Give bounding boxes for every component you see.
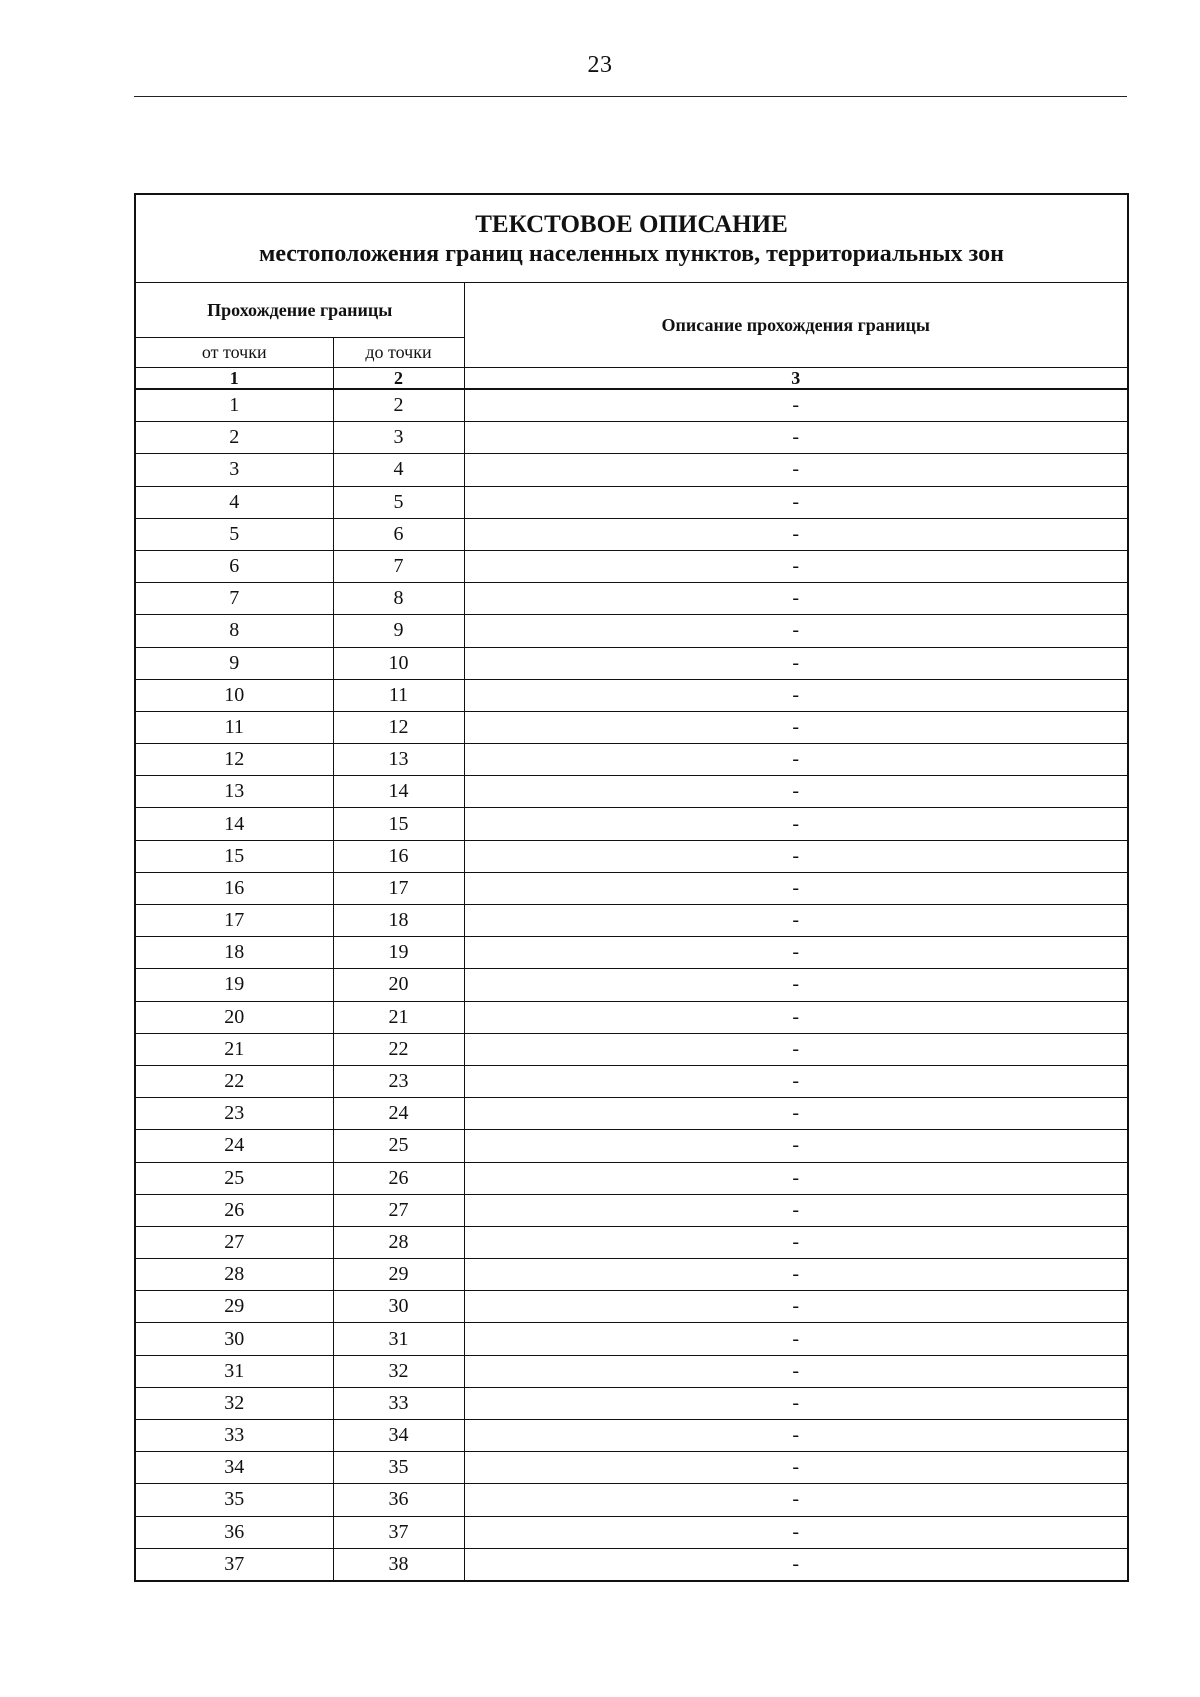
from-point-cell: 31 xyxy=(135,1355,333,1387)
to-point-cell: 25 xyxy=(333,1130,464,1162)
description-cell: - xyxy=(464,1548,1128,1581)
to-point-cell: 30 xyxy=(333,1291,464,1323)
title-row xyxy=(135,194,1128,283)
description-cell: - xyxy=(464,1387,1128,1419)
description-cell: - xyxy=(464,840,1128,872)
header-to-point: до точки xyxy=(333,338,464,368)
page-number: 23 xyxy=(587,52,613,78)
description-cell: - xyxy=(464,1355,1128,1387)
description-cell: - xyxy=(464,647,1128,679)
to-point-cell: 24 xyxy=(333,1098,464,1130)
header-rule xyxy=(134,96,1127,97)
from-point-cell: 36 xyxy=(135,1516,333,1548)
description-cell: - xyxy=(464,937,1128,969)
to-point-cell: 29 xyxy=(333,1259,464,1291)
table-row xyxy=(135,1516,1128,1548)
header-from-point: от точки xyxy=(135,338,333,368)
description-cell: - xyxy=(464,1323,1128,1355)
description-cell: - xyxy=(464,1065,1128,1097)
to-point-cell: 7 xyxy=(333,550,464,582)
from-point-cell: 4 xyxy=(135,486,333,518)
column-number: 3 xyxy=(464,368,1128,390)
table-row xyxy=(135,518,1128,550)
from-point-cell: 7 xyxy=(135,583,333,615)
to-point-cell: 2 xyxy=(333,389,464,422)
description-cell: - xyxy=(464,583,1128,615)
to-point-cell: 10 xyxy=(333,647,464,679)
table-row xyxy=(135,1291,1128,1323)
description-cell: - xyxy=(464,1259,1128,1291)
to-point-cell: 26 xyxy=(333,1162,464,1194)
table-row xyxy=(135,872,1128,904)
from-point-cell: 28 xyxy=(135,1259,333,1291)
description-cell: - xyxy=(464,1001,1128,1033)
from-point-cell: 23 xyxy=(135,1098,333,1130)
description-cell: - xyxy=(464,1194,1128,1226)
table-row xyxy=(135,937,1128,969)
from-point-cell: 12 xyxy=(135,744,333,776)
table-row xyxy=(135,422,1128,454)
table-row xyxy=(135,1484,1128,1516)
to-point-cell: 16 xyxy=(333,840,464,872)
table-title xyxy=(135,194,1128,283)
description-cell: - xyxy=(464,1162,1128,1194)
title-main: ТЕКСТОВОЕ ОПИСАНИЕ xyxy=(475,210,788,238)
table-row xyxy=(135,969,1128,1001)
to-point-cell: 15 xyxy=(333,808,464,840)
from-point-cell: 10 xyxy=(135,679,333,711)
from-point-cell: 17 xyxy=(135,905,333,937)
table-row xyxy=(135,840,1128,872)
description-cell: - xyxy=(464,518,1128,550)
table-row xyxy=(135,1226,1128,1258)
table-row xyxy=(135,1194,1128,1226)
to-point-cell: 19 xyxy=(333,937,464,969)
table-row xyxy=(135,647,1128,679)
from-point-cell: 3 xyxy=(135,454,333,486)
header-passage: Прохождение границы xyxy=(135,283,464,338)
table-row xyxy=(135,1065,1128,1097)
description-cell: - xyxy=(464,1033,1128,1065)
description-cell: - xyxy=(464,1420,1128,1452)
description-cell: - xyxy=(464,969,1128,1001)
table-row xyxy=(135,1259,1128,1291)
description-cell: - xyxy=(464,1291,1128,1323)
description-cell: - xyxy=(464,905,1128,937)
table-row xyxy=(135,615,1128,647)
table-row xyxy=(135,550,1128,582)
table-row xyxy=(135,1355,1128,1387)
table-row xyxy=(135,389,1128,422)
from-point-cell: 25 xyxy=(135,1162,333,1194)
description-cell: - xyxy=(464,486,1128,518)
description-cell: - xyxy=(464,454,1128,486)
description-cell: - xyxy=(464,679,1128,711)
from-point-cell: 30 xyxy=(135,1323,333,1355)
table-row xyxy=(135,905,1128,937)
to-point-cell: 6 xyxy=(333,518,464,550)
table-row xyxy=(135,583,1128,615)
description-cell: - xyxy=(464,1130,1128,1162)
from-point-cell: 1 xyxy=(135,389,333,422)
table-row xyxy=(135,1548,1128,1581)
from-point-cell: 27 xyxy=(135,1226,333,1258)
from-point-cell: 19 xyxy=(135,969,333,1001)
column-number: 2 xyxy=(333,368,464,390)
from-point-cell: 13 xyxy=(135,776,333,808)
table-row xyxy=(135,454,1128,486)
from-point-cell: 8 xyxy=(135,615,333,647)
table-row xyxy=(135,1452,1128,1484)
to-point-cell: 5 xyxy=(333,486,464,518)
to-point-cell: 37 xyxy=(333,1516,464,1548)
description-cell: - xyxy=(464,1484,1128,1516)
table-row xyxy=(135,1033,1128,1065)
to-point-cell: 22 xyxy=(333,1033,464,1065)
description-cell: - xyxy=(464,615,1128,647)
description-cell: - xyxy=(464,711,1128,743)
from-point-cell: 20 xyxy=(135,1001,333,1033)
from-point-cell: 9 xyxy=(135,647,333,679)
from-point-cell: 15 xyxy=(135,840,333,872)
description-cell: - xyxy=(464,1516,1128,1548)
to-point-cell: 35 xyxy=(333,1452,464,1484)
from-point-cell: 32 xyxy=(135,1387,333,1419)
from-point-cell: 22 xyxy=(135,1065,333,1097)
from-point-cell: 14 xyxy=(135,808,333,840)
to-point-cell: 31 xyxy=(333,1323,464,1355)
from-point-cell: 6 xyxy=(135,550,333,582)
from-point-cell: 26 xyxy=(135,1194,333,1226)
header-row-passage xyxy=(135,283,1128,338)
to-point-cell: 36 xyxy=(333,1484,464,1516)
from-point-cell: 37 xyxy=(135,1548,333,1581)
table-row xyxy=(135,1098,1128,1130)
from-point-cell: 5 xyxy=(135,518,333,550)
from-point-cell: 34 xyxy=(135,1452,333,1484)
to-point-cell: 12 xyxy=(333,711,464,743)
to-point-cell: 17 xyxy=(333,872,464,904)
description-cell: - xyxy=(464,422,1128,454)
to-point-cell: 13 xyxy=(333,744,464,776)
to-point-cell: 9 xyxy=(333,615,464,647)
from-point-cell: 29 xyxy=(135,1291,333,1323)
to-point-cell: 32 xyxy=(333,1355,464,1387)
description-cell: - xyxy=(464,389,1128,422)
from-point-cell: 21 xyxy=(135,1033,333,1065)
table-row xyxy=(135,711,1128,743)
from-point-cell: 11 xyxy=(135,711,333,743)
table-row xyxy=(135,679,1128,711)
boundary-description-table xyxy=(134,193,1129,1582)
description-cell: - xyxy=(464,1452,1128,1484)
table-row xyxy=(135,1387,1128,1419)
description-cell: - xyxy=(464,744,1128,776)
to-point-cell: 23 xyxy=(333,1065,464,1097)
description-cell: - xyxy=(464,776,1128,808)
to-point-cell: 27 xyxy=(333,1194,464,1226)
description-cell: - xyxy=(464,1098,1128,1130)
to-point-cell: 33 xyxy=(333,1387,464,1419)
to-point-cell: 8 xyxy=(333,583,464,615)
to-point-cell: 4 xyxy=(333,454,464,486)
from-point-cell: 18 xyxy=(135,937,333,969)
from-point-cell: 16 xyxy=(135,872,333,904)
title-subtitle: местоположения границ населенных пунктов, территориальных зон xyxy=(258,240,1005,267)
table-row xyxy=(135,1130,1128,1162)
from-point-cell: 35 xyxy=(135,1484,333,1516)
to-point-cell: 21 xyxy=(333,1001,464,1033)
to-point-cell: 34 xyxy=(333,1420,464,1452)
table-row xyxy=(135,1323,1128,1355)
table-row xyxy=(135,1001,1128,1033)
to-point-cell: 11 xyxy=(333,679,464,711)
to-point-cell: 20 xyxy=(333,969,464,1001)
from-point-cell: 2 xyxy=(135,422,333,454)
header-description: Описание прохождения границы xyxy=(464,283,1128,368)
column-number: 1 xyxy=(135,368,333,390)
to-point-cell: 28 xyxy=(333,1226,464,1258)
table-row xyxy=(135,486,1128,518)
column-number-row xyxy=(135,368,1128,390)
description-cell: - xyxy=(464,1226,1128,1258)
from-point-cell: 24 xyxy=(135,1130,333,1162)
table-row xyxy=(135,744,1128,776)
table-row xyxy=(135,1162,1128,1194)
description-cell: - xyxy=(464,550,1128,582)
description-cell: - xyxy=(464,808,1128,840)
to-point-cell: 18 xyxy=(333,905,464,937)
to-point-cell: 3 xyxy=(333,422,464,454)
table-row xyxy=(135,1420,1128,1452)
table-row xyxy=(135,776,1128,808)
table-row xyxy=(135,808,1128,840)
to-point-cell: 38 xyxy=(333,1548,464,1581)
from-point-cell: 33 xyxy=(135,1420,333,1452)
to-point-cell: 14 xyxy=(333,776,464,808)
description-cell: - xyxy=(464,872,1128,904)
